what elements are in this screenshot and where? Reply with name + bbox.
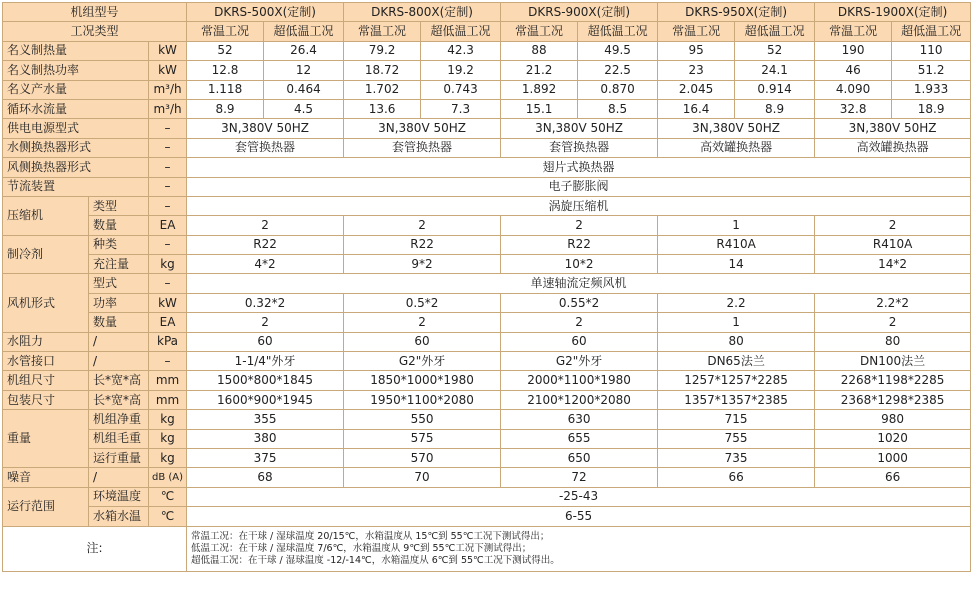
- sub-label: 型式: [89, 274, 149, 293]
- cell-value: 650: [501, 448, 658, 467]
- cell-value: 655: [501, 429, 658, 448]
- cell-value: 0.5*2: [344, 293, 501, 312]
- cell-value: 15.1: [501, 99, 578, 118]
- cell-value: 735: [658, 448, 815, 467]
- row-label: 名义产水量: [3, 80, 149, 99]
- cell-value: R22: [187, 235, 344, 254]
- cell-value: 0.32*2: [187, 293, 344, 312]
- weight-operating-row: [3, 448, 971, 467]
- circ-flow-row: [3, 99, 971, 118]
- sub-label: 类型: [89, 196, 149, 215]
- cell-value: 0.743: [421, 80, 501, 99]
- cell-value: 14*2: [815, 255, 971, 274]
- refrigerant-kind-row: [3, 235, 971, 254]
- fan-type-row: [3, 274, 971, 293]
- cell-value: 1000: [815, 448, 971, 467]
- row-unit: ℃: [149, 507, 187, 526]
- low-condition: 超低温工况: [578, 22, 658, 41]
- compressor-type-row: [3, 196, 971, 215]
- sub-label: /: [89, 468, 149, 487]
- row-label: 水管接口: [3, 352, 89, 371]
- cell-value: 66: [658, 468, 815, 487]
- cell-value: 18.9: [892, 99, 971, 118]
- cell-value: 18.72: [344, 61, 421, 80]
- model-label: 机组型号: [3, 3, 187, 22]
- sub-label: 运行重量: [89, 448, 149, 467]
- note-line: 常温工况：在干球 / 湿球温度 20/15℃，水箱温度从 15℃到 55℃工况下测试得出；: [191, 530, 550, 542]
- pipe-row: [3, 352, 971, 371]
- row-unit: mm: [149, 390, 187, 409]
- low-condition: 超低温工况: [264, 22, 344, 41]
- cell-value: DN65法兰: [658, 352, 815, 371]
- sub-label: 数量: [89, 313, 149, 332]
- row-label: 噪音: [3, 468, 89, 487]
- cell-value: 0.914: [735, 80, 815, 99]
- condition-row: [3, 22, 971, 41]
- row-label: 机组尺寸: [3, 371, 89, 390]
- model-name: DKRS-800X(定制): [344, 3, 501, 22]
- row-label: 节流装置: [3, 177, 149, 196]
- cell-value: 2: [815, 313, 971, 332]
- sub-label: 环境温度: [89, 487, 149, 506]
- row-unit: –: [149, 138, 187, 157]
- cell-value: R410A: [658, 235, 815, 254]
- cell-value: 755: [658, 429, 815, 448]
- cell-value: 60: [501, 332, 658, 351]
- weight-net-row: [3, 410, 971, 429]
- cell-value: R22: [344, 235, 501, 254]
- cell-value: 570: [344, 448, 501, 467]
- row-label: 风侧换热器形式: [3, 158, 149, 177]
- cell-value: 1257*1257*2285: [658, 371, 815, 390]
- cell-value: 1850*1000*1980: [344, 371, 501, 390]
- cell-value: 1: [658, 216, 815, 235]
- spec-table: [2, 2, 971, 572]
- row-label: 名义制热功率: [3, 61, 149, 80]
- cell-value: 2: [187, 216, 344, 235]
- cell-value: 1.118: [187, 80, 264, 99]
- water-output-row: [3, 80, 971, 99]
- cell-value: 49.5: [578, 41, 658, 60]
- model-name: DKRS-900X(定制): [501, 3, 658, 22]
- cell-value: 7.3: [421, 99, 501, 118]
- normal-condition: 常温工况: [815, 22, 892, 41]
- cell-value: 电子膨胀阀: [187, 177, 971, 196]
- cell-value: 1600*900*1945: [187, 390, 344, 409]
- cell-value: G2"外牙: [344, 352, 501, 371]
- row-unit: kg: [149, 429, 187, 448]
- cell-value: 13.6: [344, 99, 421, 118]
- cell-value: 42.3: [421, 41, 501, 60]
- cell-value: 9*2: [344, 255, 501, 274]
- condition-label: 工况类型: [3, 22, 187, 41]
- cell-value: G2"外牙: [501, 352, 658, 371]
- cell-value: 1.702: [344, 80, 421, 99]
- cell-value: 22.5: [578, 61, 658, 80]
- cell-value: 1.892: [501, 80, 578, 99]
- throttle-row: [3, 177, 971, 196]
- group-label: 重量: [3, 410, 89, 468]
- cell-value: 3N,380V 50HZ: [501, 119, 658, 138]
- cell-value: 2.2*2: [815, 293, 971, 312]
- cell-value: 2: [187, 313, 344, 332]
- cell-value: 1-1/4"外牙: [187, 352, 344, 371]
- noise-row: [3, 468, 971, 487]
- row-unit: kg: [149, 448, 187, 467]
- group-label: 运行范围: [3, 487, 89, 526]
- fan-power-row: [3, 293, 971, 312]
- cell-value: 4.090: [815, 80, 892, 99]
- normal-condition: 常温工况: [658, 22, 735, 41]
- cell-value: 4.5: [264, 99, 344, 118]
- cell-value: R410A: [815, 235, 971, 254]
- cell-value: 套管换热器: [344, 138, 501, 157]
- range-ambient-row: [3, 487, 971, 506]
- row-label: 循环水流量: [3, 99, 149, 118]
- cell-value: 32.8: [815, 99, 892, 118]
- cell-value: 715: [658, 410, 815, 429]
- cell-value: 630: [501, 410, 658, 429]
- cell-value: 12: [264, 61, 344, 80]
- row-unit: –: [149, 119, 187, 138]
- sub-label: 机组净重: [89, 410, 149, 429]
- sub-label: 长*宽*高: [89, 390, 149, 409]
- cell-value: R22: [501, 235, 658, 254]
- row-unit: EA: [149, 313, 187, 332]
- cell-value: 1357*1357*2385: [658, 390, 815, 409]
- cell-value: 375: [187, 448, 344, 467]
- cell-value: 2.045: [658, 80, 735, 99]
- low-condition: 超低温工况: [892, 22, 971, 41]
- cell-value: 3N,380V 50HZ: [658, 119, 815, 138]
- row-unit: EA: [149, 216, 187, 235]
- cell-value: 高效罐换热器: [815, 138, 971, 157]
- cell-value: 355: [187, 410, 344, 429]
- low-condition: 超低温工况: [421, 22, 501, 41]
- normal-condition: 常温工况: [187, 22, 264, 41]
- cell-value: 2: [501, 313, 658, 332]
- cell-value: 8.9: [187, 99, 264, 118]
- cell-value: 80: [658, 332, 815, 351]
- row-unit: kW: [149, 293, 187, 312]
- fan-qty-row: [3, 313, 971, 332]
- cell-value: 1.933: [892, 80, 971, 99]
- sub-label: 功率: [89, 293, 149, 312]
- cell-value: 2.2: [658, 293, 815, 312]
- cell-value: 1: [658, 313, 815, 332]
- cell-value: 3N,380V 50HZ: [815, 119, 971, 138]
- model-name: DKRS-1900X(定制): [815, 3, 971, 22]
- row-unit: kg: [149, 255, 187, 274]
- cell-value: 23: [658, 61, 735, 80]
- note-line: 超低温工况：在干球 / 湿球温度 -12/-14℃，水箱温度从 6℃到 55℃工况下测试得出。: [191, 554, 560, 566]
- low-condition: 超低温工况: [735, 22, 815, 41]
- group-label: 压缩机: [3, 196, 89, 235]
- range-tank-row: [3, 507, 971, 526]
- cell-value: 24.1: [735, 61, 815, 80]
- model-name: DKRS-950X(定制): [658, 3, 815, 22]
- row-unit: mm: [149, 371, 187, 390]
- row-unit: dB (A): [149, 468, 187, 487]
- cell-value: 190: [815, 41, 892, 60]
- row-label: 水阻力: [3, 332, 89, 351]
- cell-value: 高效罐换热器: [658, 138, 815, 157]
- row-unit: –: [149, 235, 187, 254]
- cell-value: 80: [815, 332, 971, 351]
- sub-label: 水箱水温: [89, 507, 149, 526]
- row-unit: m³/h: [149, 99, 187, 118]
- normal-condition: 常温工况: [501, 22, 578, 41]
- row-label: 名义制热量: [3, 41, 149, 60]
- cell-value: 52: [187, 41, 264, 60]
- cell-value: 1950*1100*2080: [344, 390, 501, 409]
- cell-value: 1500*800*1845: [187, 371, 344, 390]
- power-supply-row: [3, 119, 971, 138]
- cell-value: 52: [735, 41, 815, 60]
- refrigerant-charge-row: [3, 255, 971, 274]
- pack-size-row: [3, 390, 971, 409]
- row-unit: –: [149, 177, 187, 196]
- row-unit: –: [149, 274, 187, 293]
- weight-gross-row: [3, 429, 971, 448]
- row-unit: kPa: [149, 332, 187, 351]
- sub-label: 数量: [89, 216, 149, 235]
- unit-size-row: [3, 371, 971, 390]
- cell-value: 2268*1198*2285: [815, 371, 971, 390]
- sub-label: 机组毛重: [89, 429, 149, 448]
- cell-value: 12.8: [187, 61, 264, 80]
- cell-value: 21.2: [501, 61, 578, 80]
- group-label: 制冷剂: [3, 235, 89, 274]
- sub-label: 长*宽*高: [89, 371, 149, 390]
- row-unit: ℃: [149, 487, 187, 506]
- cell-value: 0.464: [264, 80, 344, 99]
- row-label: 供电电源型式: [3, 119, 149, 138]
- row-unit: kg: [149, 410, 187, 429]
- cell-value: 2368*1298*2385: [815, 390, 971, 409]
- heat-row: [3, 41, 971, 60]
- water-resist-row: [3, 332, 971, 351]
- cell-value: 14: [658, 255, 815, 274]
- cell-value: 70: [344, 468, 501, 487]
- cell-value: 26.4: [264, 41, 344, 60]
- power-row: [3, 61, 971, 80]
- cell-value: 2: [344, 313, 501, 332]
- cell-value: 3N,380V 50HZ: [344, 119, 501, 138]
- row-unit: –: [149, 352, 187, 371]
- cell-value: 1020: [815, 429, 971, 448]
- row-unit: kW: [149, 41, 187, 60]
- cell-value: 2000*1100*1980: [501, 371, 658, 390]
- cell-value: 单速轴流定频风机: [187, 274, 971, 293]
- cell-value: 60: [187, 332, 344, 351]
- row-label: 水侧换热器形式: [3, 138, 149, 157]
- cell-value: 2: [501, 216, 658, 235]
- air-hx-row: [3, 158, 971, 177]
- cell-value: 0.55*2: [501, 293, 658, 312]
- note-line: 低温工况：在干球 / 湿球温度 7/6℃，水箱温度从 9℃到 55℃工况下测试得出；: [191, 542, 532, 554]
- cell-value: 2: [344, 216, 501, 235]
- row-unit: –: [149, 196, 187, 215]
- model-row: [3, 3, 971, 22]
- sub-label: /: [89, 332, 149, 351]
- cell-value: 980: [815, 410, 971, 429]
- row-label: 包装尺寸: [3, 390, 89, 409]
- cell-value: 575: [344, 429, 501, 448]
- cell-value: -25-43: [187, 487, 971, 506]
- group-label: 风机形式: [3, 274, 89, 332]
- model-name: DKRS-500X(定制): [187, 3, 344, 22]
- cell-value: 翅片式换热器: [187, 158, 971, 177]
- cell-value: 10*2: [501, 255, 658, 274]
- cell-value: 19.2: [421, 61, 501, 80]
- cell-value: 60: [344, 332, 501, 351]
- sub-label: 充注量: [89, 255, 149, 274]
- cell-value: 72: [501, 468, 658, 487]
- cell-value: 51.2: [892, 61, 971, 80]
- sub-label: 种类: [89, 235, 149, 254]
- cell-value: 95: [658, 41, 735, 60]
- cell-value: 110: [892, 41, 971, 60]
- cell-value: 79.2: [344, 41, 421, 60]
- cell-value: 0.870: [578, 80, 658, 99]
- notes-label: 注:: [3, 526, 187, 571]
- notes-row: [3, 526, 971, 571]
- cell-value: 套管换热器: [501, 138, 658, 157]
- row-unit: –: [149, 158, 187, 177]
- cell-value: 2: [815, 216, 971, 235]
- normal-condition: 常温工况: [344, 22, 421, 41]
- compressor-qty-row: [3, 216, 971, 235]
- cell-value: 2100*1200*2080: [501, 390, 658, 409]
- cell-value: 46: [815, 61, 892, 80]
- cell-value: DN100法兰: [815, 352, 971, 371]
- cell-value: 16.4: [658, 99, 735, 118]
- cell-value: 66: [815, 468, 971, 487]
- cell-value: 6-55: [187, 507, 971, 526]
- cell-value: 68: [187, 468, 344, 487]
- cell-value: 8.9: [735, 99, 815, 118]
- cell-value: 3N,380V 50HZ: [187, 119, 344, 138]
- row-unit: m³/h: [149, 80, 187, 99]
- sub-label: /: [89, 352, 149, 371]
- row-unit: kW: [149, 61, 187, 80]
- cell-value: 8.5: [578, 99, 658, 118]
- cell-value: 套管换热器: [187, 138, 344, 157]
- cell-value: 4*2: [187, 255, 344, 274]
- cell-value: 550: [344, 410, 501, 429]
- notes-text: [187, 526, 971, 571]
- water-hx-row: [3, 138, 971, 157]
- cell-value: 380: [187, 429, 344, 448]
- cell-value: 涡旋压缩机: [187, 196, 971, 215]
- cell-value: 88: [501, 41, 578, 60]
